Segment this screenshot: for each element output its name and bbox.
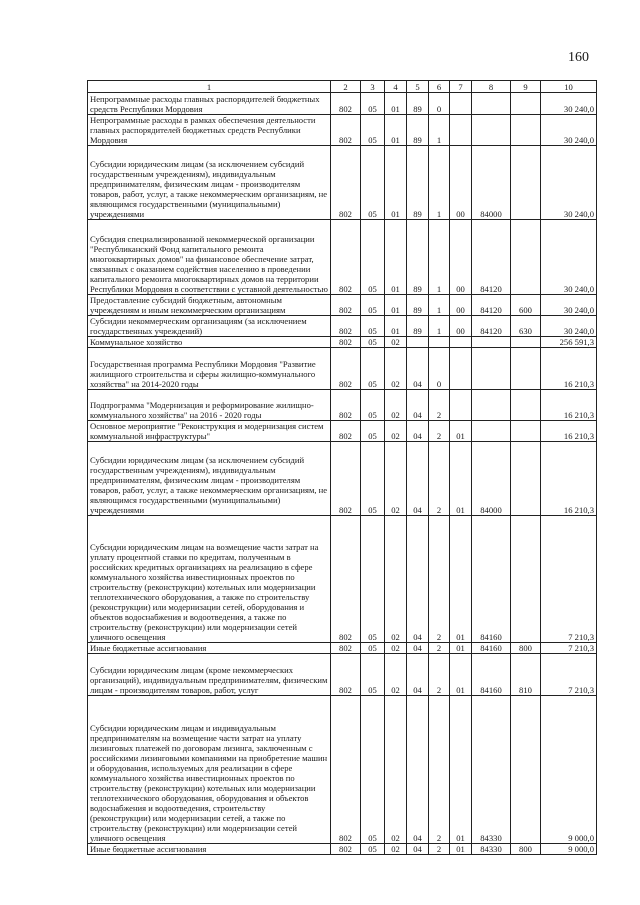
table-cell-code: 802: [331, 696, 361, 844]
header-col-10: 10: [541, 81, 597, 93]
table-cell-code: 802: [331, 654, 361, 696]
table-cell-target-4: 84330: [472, 696, 511, 844]
table-cell-amount: 30 240,0: [541, 115, 597, 146]
table-cell-section: 05: [361, 93, 385, 115]
table-cell-expense-type: [511, 337, 541, 348]
table-cell-amount: 256 591,3: [541, 337, 597, 348]
table-cell-name: Основное мероприятие "Реконструкция и модернизация систем коммунальной инфраструктуры": [88, 421, 331, 442]
table-cell-code: 802: [331, 115, 361, 146]
table-cell-target-4: 84120: [472, 316, 511, 337]
table-cell-target-3: [450, 115, 472, 146]
table-cell-expense-type: 600: [511, 295, 541, 316]
table-cell-amount: 30 240,0: [541, 295, 597, 316]
table-row: [88, 421, 597, 442]
table-cell-target-1: 04: [407, 390, 429, 421]
table-cell-expense-type: [511, 421, 541, 442]
table-cell-section: 05: [361, 146, 385, 220]
table-cell-code: 802: [331, 442, 361, 516]
table-row: [88, 146, 597, 220]
table-cell-code: 802: [331, 316, 361, 337]
table-cell-subsection: 01: [385, 146, 407, 220]
table-header-row: [88, 81, 597, 93]
table-cell-target-3: 00: [450, 316, 472, 337]
table-cell-name: Коммунальное хозяйство: [88, 337, 331, 348]
table-cell-target-2: 2: [429, 696, 450, 844]
table-cell-target-1: [407, 337, 429, 348]
table-cell-target-4: 84160: [472, 643, 511, 654]
table-cell-name: Субсидия специализированной некоммерческой организации "Республиканский Фонд капитального ремонта многоквартирных домов" на финансовое обеспечение затрат, связанных с оказанием содействия населению в проведении капитального ремонта многоквартирных домов на территории Республики Мордовия в соответствии с уставной деятельностью: [88, 220, 331, 295]
table-cell-target-1: 04: [407, 654, 429, 696]
table-cell-name: Субсидии юридическим лицам на возмещение части затрат на уплату процентной ставки по кредитам, полученным в российских кредитных организациях на реализацию в сфере коммунального хозяйства инвестиционных проектов по строительству (реконструкции) котельных или модернизации теплотехнического оборудования, а также по строительству (реконструкции) или модернизации сетей, оборудования и объектов водоснабжения и водоотведения, а также по строительству (реконструкции) или модернизации сетей уличного освещения: [88, 516, 331, 643]
table-cell-code: 802: [331, 295, 361, 316]
table-cell-target-4: [472, 115, 511, 146]
table-cell-code: 802: [331, 516, 361, 643]
table-cell-target-3: 00: [450, 295, 472, 316]
header-col-2: 2: [331, 81, 361, 93]
table-cell-subsection: 02: [385, 337, 407, 348]
table-cell-expense-type: [511, 442, 541, 516]
table-cell-expense-type: [511, 146, 541, 220]
table-cell-target-3: [450, 337, 472, 348]
table-cell-code: 802: [331, 348, 361, 390]
table-cell-subsection: 01: [385, 115, 407, 146]
table-cell-subsection: 01: [385, 220, 407, 295]
table-cell-amount: 30 240,0: [541, 93, 597, 115]
table-cell-code: 802: [331, 421, 361, 442]
table-cell-target-4: 84000: [472, 146, 511, 220]
table-cell-expense-type: 630: [511, 316, 541, 337]
table-cell-target-3: 01: [450, 844, 472, 855]
header-col-7: 7: [450, 81, 472, 93]
table-cell-code: 802: [331, 390, 361, 421]
table-cell-name: Иные бюджетные ассигнования: [88, 844, 331, 855]
table-cell-target-1: 04: [407, 643, 429, 654]
table-cell-name: Субсидии юридическим лицам (за исключением субсидий государственным учреждениям), индивидуальным предпринимателям, физическим лицам - производителям товаров, работ, услуг, а также некоммерческим организациям, не являющимся государственными (муниципальными) учреждениями: [88, 442, 331, 516]
table-cell-amount: 16 210,3: [541, 442, 597, 516]
table-row: [88, 516, 597, 643]
table-cell-target-4: 84330: [472, 844, 511, 855]
table-cell-target-4: 84120: [472, 220, 511, 295]
table-cell-target-3: 01: [450, 643, 472, 654]
table-cell-target-3: 01: [450, 516, 472, 643]
header-col-3: 3: [361, 81, 385, 93]
table-cell-section: 05: [361, 844, 385, 855]
table-cell-target-2: 2: [429, 390, 450, 421]
table-cell-expense-type: [511, 348, 541, 390]
table-cell-section: 05: [361, 643, 385, 654]
table-cell-expense-type: [511, 696, 541, 844]
table-cell-target-4: [472, 390, 511, 421]
table-cell-section: 05: [361, 295, 385, 316]
table-cell-section: 05: [361, 390, 385, 421]
table-cell-subsection: 02: [385, 696, 407, 844]
header-col-4: 4: [385, 81, 407, 93]
table-row: [88, 337, 597, 348]
table-cell-target-1: 89: [407, 93, 429, 115]
table-cell-subsection: 01: [385, 295, 407, 316]
table-row: [88, 696, 597, 844]
table-cell-target-2: 2: [429, 643, 450, 654]
table-cell-subsection: 02: [385, 516, 407, 643]
table-cell-target-2: 0: [429, 93, 450, 115]
table-cell-expense-type: 800: [511, 844, 541, 855]
table-cell-target-3: 01: [450, 421, 472, 442]
table-cell-code: 802: [331, 93, 361, 115]
table-row: [88, 220, 597, 295]
table-cell-target-1: 89: [407, 146, 429, 220]
table-row: [88, 115, 597, 146]
table-cell-target-2: 1: [429, 146, 450, 220]
table-cell-target-1: 04: [407, 348, 429, 390]
table-cell-section: 05: [361, 654, 385, 696]
table-cell-target-3: [450, 348, 472, 390]
table-cell-name: Подпрограмма "Модернизация и реформирование жилищно-коммунального хозяйства" на 2016 - 2020 годы: [88, 390, 331, 421]
table-cell-name: Субсидии некоммерческим организациям (за исключением государственных учреждений): [88, 316, 331, 337]
table-cell-name: Иные бюджетные ассигнования: [88, 643, 331, 654]
table-cell-name: Субсидии юридическим лицам (за исключением субсидий государственным учреждениям), индивидуальным предпринимателям, физическим лицам - производителям товаров, работ, услуг, а также некоммерческим организациям, не являющимся государственными (муниципальными) учреждениями: [88, 146, 331, 220]
table-cell-subsection: 01: [385, 93, 407, 115]
header-col-9: 9: [511, 81, 541, 93]
header-col-1: 1: [88, 81, 331, 93]
table-cell-target-2: 1: [429, 295, 450, 316]
table-cell-name: Субсидии юридическим лицам (кроме некоммерческих организаций), индивидуальным предпринимателям, физическим лицам - производителям товаров, работ, услуг: [88, 654, 331, 696]
table-cell-amount: 16 210,3: [541, 348, 597, 390]
table-cell-subsection: 02: [385, 390, 407, 421]
table-cell-target-1: 04: [407, 421, 429, 442]
table-cell-subsection: 02: [385, 348, 407, 390]
table-cell-code: 802: [331, 146, 361, 220]
table-cell-amount: 9 000,0: [541, 844, 597, 855]
table-cell-code: 802: [331, 643, 361, 654]
table-row: [88, 93, 597, 115]
table-cell-target-1: 89: [407, 316, 429, 337]
table-cell-target-1: 04: [407, 696, 429, 844]
table-cell-section: 05: [361, 220, 385, 295]
table-cell-section: 05: [361, 115, 385, 146]
table-row: [88, 390, 597, 421]
table-cell-target-4: 84120: [472, 295, 511, 316]
table-cell-amount: 30 240,0: [541, 220, 597, 295]
table-cell-name: Непрограммные расходы в рамках обеспечения деятельности главных распорядителей бюджетных средств Республики Мордовия: [88, 115, 331, 146]
table-cell-amount: 16 210,3: [541, 390, 597, 421]
table-cell-target-2: 2: [429, 421, 450, 442]
table-cell-name: Непрограммные расходы главных распорядителей бюджетных средств Республики Мордовия: [88, 93, 331, 115]
table-cell-expense-type: [511, 390, 541, 421]
table-cell-target-4: [472, 348, 511, 390]
table-cell-amount: 7 210,3: [541, 654, 597, 696]
table-cell-target-2: 1: [429, 115, 450, 146]
table-cell-target-4: 84160: [472, 654, 511, 696]
table-cell-amount: 30 240,0: [541, 146, 597, 220]
table-row: [88, 348, 597, 390]
table-cell-target-3: 01: [450, 696, 472, 844]
table-cell-target-3: [450, 390, 472, 421]
table-cell-target-2: 1: [429, 220, 450, 295]
header-col-5: 5: [407, 81, 429, 93]
table-cell-target-4: [472, 421, 511, 442]
table-cell-subsection: 01: [385, 316, 407, 337]
table-cell-target-1: 04: [407, 516, 429, 643]
table-cell-subsection: 02: [385, 421, 407, 442]
table-cell-target-1: 89: [407, 220, 429, 295]
table-cell-target-3: 01: [450, 442, 472, 516]
table-cell-target-3: [450, 93, 472, 115]
table-cell-section: 05: [361, 348, 385, 390]
budget-table: [87, 80, 597, 855]
table-cell-subsection: 02: [385, 844, 407, 855]
table-cell-target-1: 04: [407, 442, 429, 516]
table-row: [88, 295, 597, 316]
table-cell-amount: 30 240,0: [541, 316, 597, 337]
table-cell-section: 05: [361, 421, 385, 442]
table-cell-expense-type: 800: [511, 643, 541, 654]
table-row: [88, 844, 597, 855]
table-cell-target-1: 04: [407, 844, 429, 855]
table-cell-amount: 16 210,3: [541, 421, 597, 442]
table-cell-target-1: 89: [407, 115, 429, 146]
table-cell-amount: 7 210,3: [541, 643, 597, 654]
table-cell-subsection: 02: [385, 643, 407, 654]
table-cell-amount: 9 000,0: [541, 696, 597, 844]
table-cell-name: Предоставление субсидий бюджетным, автономным учреждениям и иным некоммерческим организациям: [88, 295, 331, 316]
table-cell-target-4: [472, 337, 511, 348]
table-cell-subsection: 02: [385, 442, 407, 516]
table-cell-section: 05: [361, 316, 385, 337]
table-cell-expense-type: [511, 516, 541, 643]
header-col-8: 8: [472, 81, 511, 93]
page-number: 160: [568, 50, 589, 65]
table-row: [88, 654, 597, 696]
table-cell-target-3: 01: [450, 654, 472, 696]
table-cell-code: 802: [331, 220, 361, 295]
table-row: [88, 643, 597, 654]
table-cell-expense-type: [511, 220, 541, 295]
table-row: [88, 316, 597, 337]
table-cell-target-2: [429, 337, 450, 348]
table-cell-target-2: 2: [429, 844, 450, 855]
table-cell-target-2: 0: [429, 348, 450, 390]
table-cell-section: 05: [361, 337, 385, 348]
table-cell-target-4: 84160: [472, 516, 511, 643]
table-cell-expense-type: [511, 115, 541, 146]
table-cell-expense-type: 810: [511, 654, 541, 696]
table-cell-amount: 7 210,3: [541, 516, 597, 643]
table-cell-code: 802: [331, 337, 361, 348]
table-cell-target-2: 2: [429, 654, 450, 696]
table-cell-subsection: 02: [385, 654, 407, 696]
table-row: [88, 442, 597, 516]
table-cell-target-2: 2: [429, 516, 450, 643]
table-cell-target-3: 00: [450, 220, 472, 295]
table-cell-target-2: 2: [429, 442, 450, 516]
table-cell-section: 05: [361, 516, 385, 643]
table-cell-target-4: 84000: [472, 442, 511, 516]
table-cell-name: Субсидии юридическим лицам и индивидуальным предпринимателям на возмещение части затрат на уплату лизинговых платежей по договорам лизинга, заключенным с российскими лизинговыми компаниями на приобретение машин и оборудования, используемых для реализации в сфере коммунального хозяйства инвестиционных проектов по строительству (реконструкции) котельных или модернизации теплотехнического оборудования, оборудования и объектов водоснабжения и водоотведения, строительству (реконструкции) или модернизации сетей, а также по строительству (реконструкции) или модернизации сетей уличного освещения: [88, 696, 331, 844]
table-cell-section: 05: [361, 442, 385, 516]
table-cell-code: 802: [331, 844, 361, 855]
table-cell-target-2: 1: [429, 316, 450, 337]
table-cell-target-1: 89: [407, 295, 429, 316]
table-cell-section: 05: [361, 696, 385, 844]
table-cell-target-4: [472, 93, 511, 115]
table-cell-target-3: 00: [450, 146, 472, 220]
table-cell-name: Государственная программа Республики Мордовия "Развитие жилищного строительства и сферы жилищно-коммунального хозяйства" на 2014-2020 годы: [88, 348, 331, 390]
header-col-6: 6: [429, 81, 450, 93]
table-cell-expense-type: [511, 93, 541, 115]
